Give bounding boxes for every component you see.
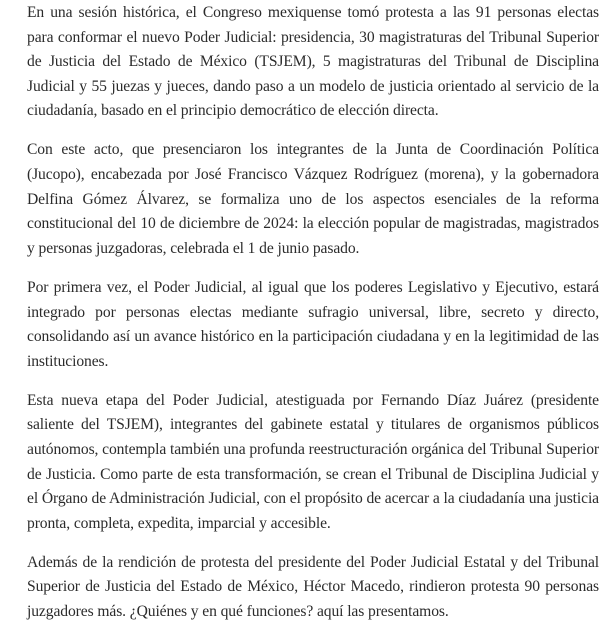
article-body xyxy=(27,0,599,639)
article-paragraph-5: Además de la rendición de protesta del presidente del Poder Judicial Estatal y del Tribunal Superior de Justicia del Estado de México, Héctor Macedo, rindieron protesta 90 personas juzgadores más. ¿Quiénes y en qué funciones? aquí las presentamos. xyxy=(27,553,599,621)
article-paragraph-3: Por primera vez, el Poder Judicial, al igual que los poderes Legislativo y Ejecutivo, estará integrado por personas electas mediante sufragio universal, libre, secreto y directo, consolidando así un avance histórico en la participación ciudadana y en la legitimidad de las instituciones. xyxy=(27,278,599,370)
article-paragraph-1: En una sesión histórica, el Congreso mexiquense tomó protesta a las 91 personas electas para conformar el nuevo Poder Judicial: presidencia, 30 magistraturas del Tribunal Superior de Justicia del Estado de México (TSJEM), 5 magistraturas del Tribunal de Disciplina Judicial y 55 juezas y jueces, dando paso a un modelo de justicia orientado al servicio de la ciudadanía, basado en el principio democrático de elección directa. xyxy=(27,4,599,120)
article-paragraph-4: Esta nueva etapa del Poder Judicial, atestiguada por Fernando Díaz Juárez (presidente saliente del TSJEM), integrantes del gabinete estatal y titulares de organismos públicos autónomos, contempla también una profunda reestructuración orgánica del Tribunal Superior de Justicia. Como parte de esta transformación, se crean el Tribunal de Disciplina Judicial y el Órgano de Administración Judicial, con el propósito de acercar a la ciudadanía una justicia pronta, completa, expedita, imparcial y accesible. xyxy=(27,391,599,532)
article-paragraph-2: Con este acto, que presenciaron los integrantes de la Junta de Coordinación Política (Jucopo), encabezada por José Francisco Vázquez Rodríguez (morena), y la gobernadora Delfina Gómez Álvarez, se formaliza uno de los aspectos esenciales de la reforma constitucional del 10 de diciembre de 2024: la elección popular de magistradas, magistrados y personas juzgadoras, celebrada el 1 de junio pasado. xyxy=(27,141,599,257)
